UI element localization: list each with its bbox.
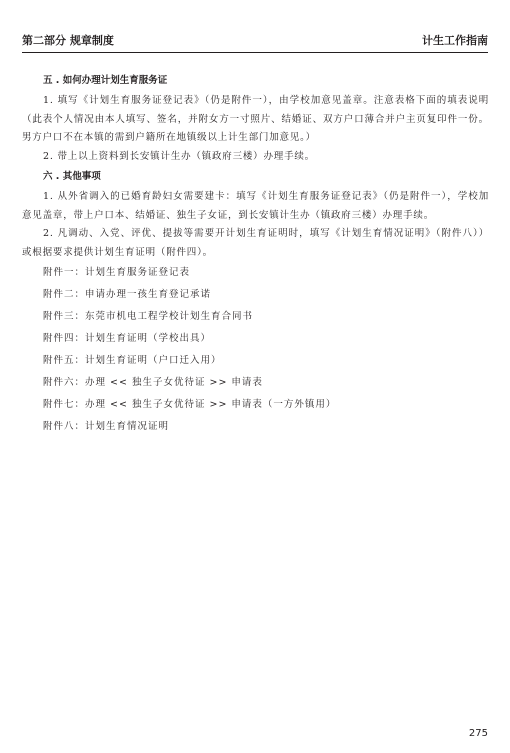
header-book-title: 计生工作指南: [422, 34, 488, 47]
section-5-title: 五 . 如何办理计划生育服务证: [43, 75, 168, 86]
header-section-title: 第二部分 规章制度: [22, 34, 114, 47]
page-header: [22, 34, 488, 48]
page-number: 275: [468, 728, 488, 739]
annex-item: 附件一：计划生育服务证登记表: [43, 267, 191, 278]
annex-item: 附件六：办理 << 独生子女优待证 >> 申请表: [43, 377, 263, 388]
section-6-paragraph-2: 2. 凡调动、入党、评优、提拔等需要开计划生育证明时，填写《计划生育情况证明》（附件八））或根据要求提供计划生育证明（附件四）。: [22, 228, 489, 258]
annex-item: 附件三：东莞市机电工程学校计划生育合同书: [43, 311, 254, 322]
annex-item: 附件二：申请办理一孩生育登记承诺: [43, 289, 212, 300]
annex-item: 附件四：计划生育证明（学校出具）: [43, 333, 212, 344]
section-6-title: 六 . 其他事项: [43, 171, 101, 182]
section-5-paragraph-1: 1. 填写《计划生育服务证登记表》（仍是附件一），由学校加意见盖章。注意表格下面的填表说明（此表个人情况由本人填写、签名，并附女方一寸照片、结婚证、双方户口薄合并户主页复印件一份。男方户口不在本镇的需到户籍所在地镇级以上计生部门加意见。）: [22, 95, 489, 143]
annex-item: 附件八：计划生育情况证明: [43, 421, 170, 432]
page-content: [22, 70, 489, 438]
annex-item: 附件七：办理 << 独生子女优待证 >> 申请表（一方外镇用）: [43, 399, 337, 410]
section-5-paragraph-2: 2. 带上以上资料到长安镇计生办（镇政府三楼）办理手续。: [43, 150, 315, 162]
annex-item: 附件五：计划生育证明（户口迁入用）: [43, 355, 222, 366]
header-divider: [22, 52, 488, 53]
section-6-paragraph-1: 1. 从外省调入的已婚育龄妇女需要建卡：填写《计划生育服务证登记表》（仍是附件一），学校加意见盖章，带上户口本、结婚证、独生子女证，到长安镇计生办（镇政府三楼）办理手续。: [22, 191, 489, 221]
annex-list: [22, 262, 489, 438]
